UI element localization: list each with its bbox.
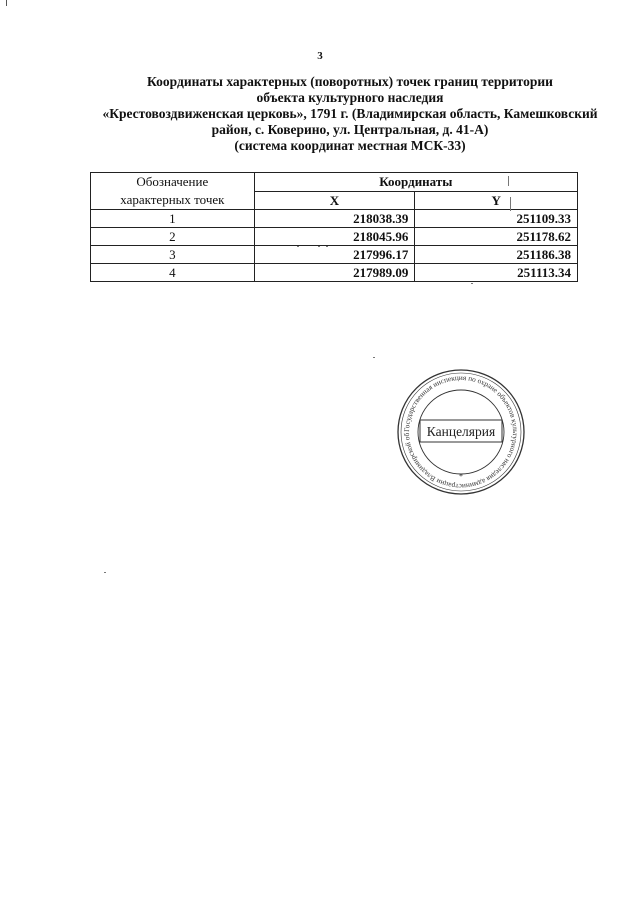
document-title [60,74,640,154]
point-cell: 2 [91,228,255,246]
header-x: X [254,191,415,210]
stamp-star-icon: * [459,472,463,481]
y-cell: 251186.38 [415,246,578,264]
header-designation [91,173,255,210]
table-row [91,210,578,228]
scan-speck [318,246,320,247]
y-cell: 251178.62 [415,228,578,246]
scan-speck [373,357,375,358]
header-y: Y [415,191,578,210]
point-cell: 4 [91,264,255,282]
stamp-center-text: Канцелярия [426,424,496,439]
point-cell: 1 [91,210,255,228]
table-row [91,246,578,264]
office-stamp [392,366,530,498]
scan-speck [510,197,511,211]
coordinates-table [90,172,578,282]
x-cell: 217989.09 [254,264,415,282]
x-cell: 218038.39 [254,210,415,228]
edge-mark [6,0,7,6]
scan-speck [326,246,328,247]
table-row [91,264,578,282]
title-line-4: район, с. Коверино, ул. Центральная, д. 41-А) [211,122,489,137]
point-cell: 3 [91,246,255,264]
scan-speck [104,572,106,573]
x-cell: 217996.17 [254,246,415,264]
stamp-ring-text: Государственная инспекция по охране объектов культурного наследия администрации Владимирской об [401,372,521,492]
y-cell: 251113.34 [415,264,578,282]
x-cell: 218045.96 [254,228,415,246]
table-row [91,228,578,246]
scan-speck [471,283,473,284]
scan-speck [297,246,299,247]
title-line-3: «Крестовоздвиженская церковь», 1791 г. (Владимирская область, Камешковский [102,106,598,121]
page-number: 3 [317,50,323,62]
scan-speck [508,176,509,186]
table-header-row [91,173,578,192]
y-cell: 251109.33 [415,210,578,228]
title-line-2: объекта культурного наследия [256,90,444,105]
header-designation-line-1: Обозначение [136,174,209,189]
header-designation-line-2: характерных точек [120,192,225,207]
title-line-1: Координаты характерных (поворотных) точек границ территории [147,74,553,89]
header-coordinates: Координаты [254,173,577,192]
title-line-5: (система координат местная МСК-33) [234,138,466,153]
